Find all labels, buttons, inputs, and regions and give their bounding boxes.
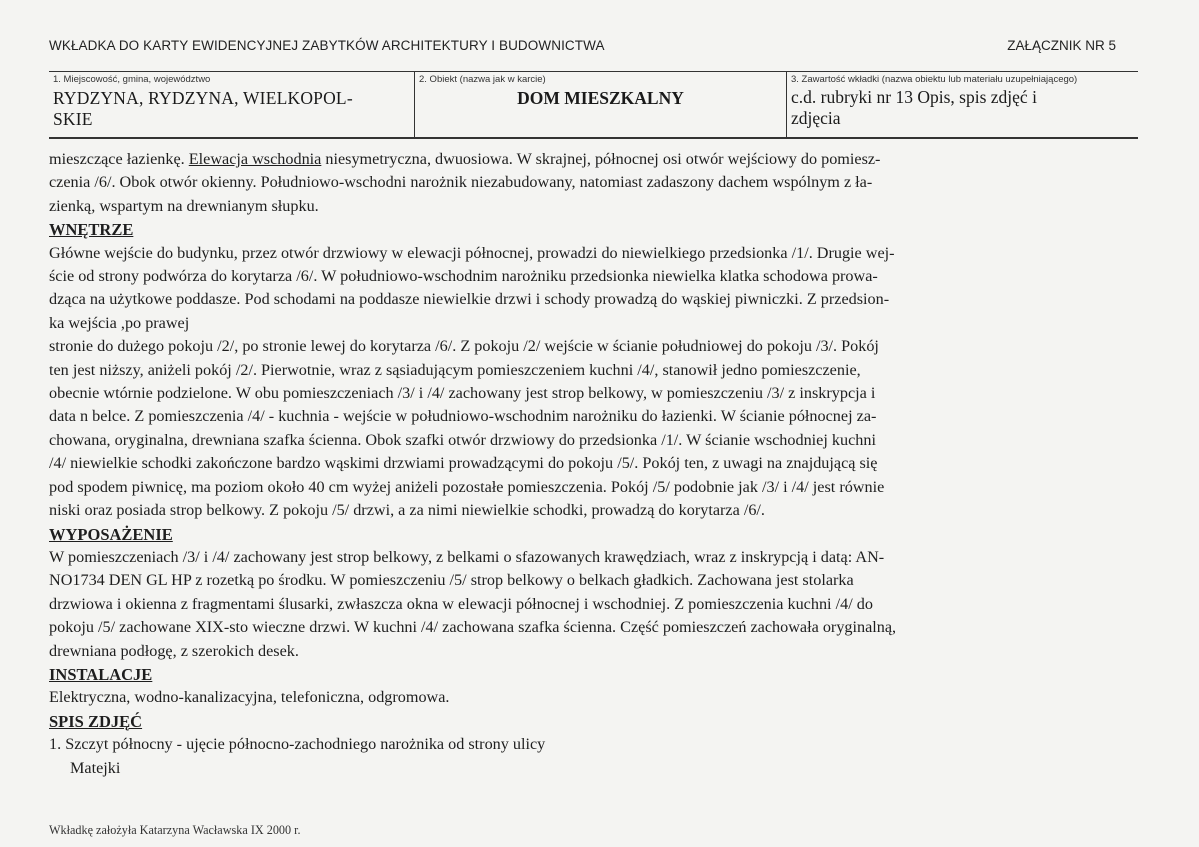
- field-object-value: DOM MIESZKALNY: [517, 88, 684, 108]
- equipment-text: [49, 546, 1099, 663]
- field-location: [49, 72, 414, 137]
- text-line: stronie do dużego pokoju /2/, po stronie lewej do korytarza /6/. Z pokoju /2/ wejście w ścianie południowej do pokoju /3/. Pokój: [49, 337, 879, 356]
- field-contents-label: 3. Zawartość wkładki (nazwa obiektu lub materiału uzupełniającego): [791, 74, 1078, 85]
- photo-list-item: 1. Szczyt północny - ujęcie północno-zachodniego narożnika od strony ulicy: [49, 735, 546, 754]
- field-contents: [786, 72, 1138, 137]
- intro-line: zienką, wspartym na drewnianym słupku.: [49, 196, 319, 215]
- text-line: /4/ niewielkie schodki zakończone bardzo wąskimi drzwiami prowadzącymi do pokoju /5/. Pokój ten, z uwagi na znajdującą się: [49, 454, 878, 473]
- header-fields: [49, 71, 1138, 139]
- text-line: dząca na użytkowe poddasze. Pod schodami na poddasze niewielkie drzwi i schody prowadzą do wąskiej piwniczki. Z przedsion-: [49, 290, 890, 309]
- intro-line: [49, 148, 1099, 171]
- field-object: [414, 72, 786, 137]
- text-line: data n belce. Z pomieszczenia /4/ - kuchnia - wejście w południowo-wschodnim narożniku do łazienki. W ścianie północnej za-: [49, 407, 877, 426]
- document-title: WKŁADKA DO KARTY EWIDENCYJNEJ ZABYTKÓW ARCHITEKTURY I BUDOWNICTWA: [49, 38, 605, 53]
- intro-text: mieszczące łazienkę.: [49, 150, 189, 168]
- section-heading-equipment: WYPOSAŻENIE: [49, 524, 173, 544]
- east-elevation-term: Elewacja wschodnia: [188, 150, 322, 168]
- section-heading-installations: INSTALACJE: [49, 664, 153, 684]
- text-line: W pomieszczeniach /3/ i /4/ zachowany jest strop belkowy, z belkami o sfazowanych krawędziach, wraz z inskrypcją i datą: AN-: [49, 547, 885, 566]
- field-location-label: 1. Miejscowość, gmina, województwo: [53, 74, 211, 85]
- text-line: pokoju /5/ zachowane XIX-sto wieczne drzwi. W kuchni /4/ zachowana szafka ścienna. Część pomieszczeń zachowała oryginalną,: [49, 618, 897, 637]
- intro-text: niesymetryczna, dwuosiowa. W skrajnej, północnej osi otwór wejściowy do pomiesz-: [321, 150, 881, 168]
- text-line: obecnie wtórnie podzielone. W obu pomieszczeniach /3/ i /4/ zachowany jest strop belkowy, w pomieszczeniu /3/ z inskrypcja i: [49, 384, 876, 403]
- text-line: drzwiowa i okienna z fragmentami ślusarki, zwłaszcza okna w elewacji północnej i wschodniej. Z pomieszczenia kuchni /4/ do: [49, 594, 873, 613]
- text-line: ten jest niższy, aniżeli pokój /2/. Pierwotnie, wraz z sąsiadującym pomieszczeniem kuchni /4/, stanowił jedno pomieszczenie,: [49, 360, 861, 379]
- section-heading-interior: WNĘTRZE: [49, 220, 134, 240]
- field-contents-line2: zdjęcia: [791, 108, 841, 128]
- photo-list-item-continuation: Matejki: [70, 758, 121, 777]
- interior-text: [49, 242, 1099, 523]
- annex-number: ZAŁĄCZNIK NR 5: [1007, 38, 1116, 53]
- text-line: niski oraz posiada strop belkowy. Z pokoju /5/ drzwi, a za nimi niewielkie schodki, prowadzą do korytarza /6/.: [49, 501, 765, 520]
- description-body: [49, 148, 1099, 780]
- text-line: drewniana podłogę, z szerokich desek.: [49, 641, 299, 660]
- field-object-label: 2. Obiekt (nazwa jak w karcie): [419, 74, 546, 85]
- text-line: Główne wejście do budynku, przez otwór drzwiowy w elewacji północnej, prowadzi do niewielkiego przedsionka /1/. Drugie wej-: [49, 243, 895, 262]
- text-line: ka wejścia ,po prawej: [49, 313, 190, 332]
- author-note: Wkładkę założyła Katarzyna Wacławska IX 2000 r.: [49, 823, 301, 837]
- text-line: ście od strony podwórza do korytarza /6/. W południowo-wschodnim narożniku przedsionka niewielka klatka schodowa prowa-: [49, 267, 878, 286]
- text-line: NO1734 DEN GL HP z rozetką po środku. W pomieszczeniu /5/ strop belkowy o belkach gładkich. Zachowana jest stolarka: [49, 571, 854, 590]
- field-contents-value: [791, 87, 1138, 129]
- text-line: chowana, oryginalna, drewniana szafka ścienna. Obok szafki otwór drzwiowy do przedsionka /1/. W ścianie wschodniej kuchni: [49, 430, 876, 449]
- text-line: pod spodem piwnicę, ma poziom około 40 cm wyżej aniżeli pozostałe pomieszczenia. Pokój /5/ podobnie jak /3/ i /4/ jest równie: [49, 477, 885, 496]
- field-contents-line1: c.d. rubryki nr 13 Opis, spis zdjęć i: [791, 87, 1037, 107]
- field-location-line2: SKIE: [53, 109, 93, 129]
- intro-line: czenia /6/. Obok otwór okienny. Południowo-wschodni narożnik niezabudowany, natomiast zadaszony dachem wspólnym z ła-: [49, 173, 873, 192]
- field-location-value: [53, 88, 414, 130]
- section-heading-photo-list: SPIS ZDJĘĆ: [49, 711, 143, 731]
- installations-text: Elektryczna, wodno-kanalizacyjna, telefoniczna, odgromowa.: [49, 688, 450, 707]
- field-location-line1: RYDZYNA, RYDZYNA, WIELKOPOL-: [53, 88, 353, 108]
